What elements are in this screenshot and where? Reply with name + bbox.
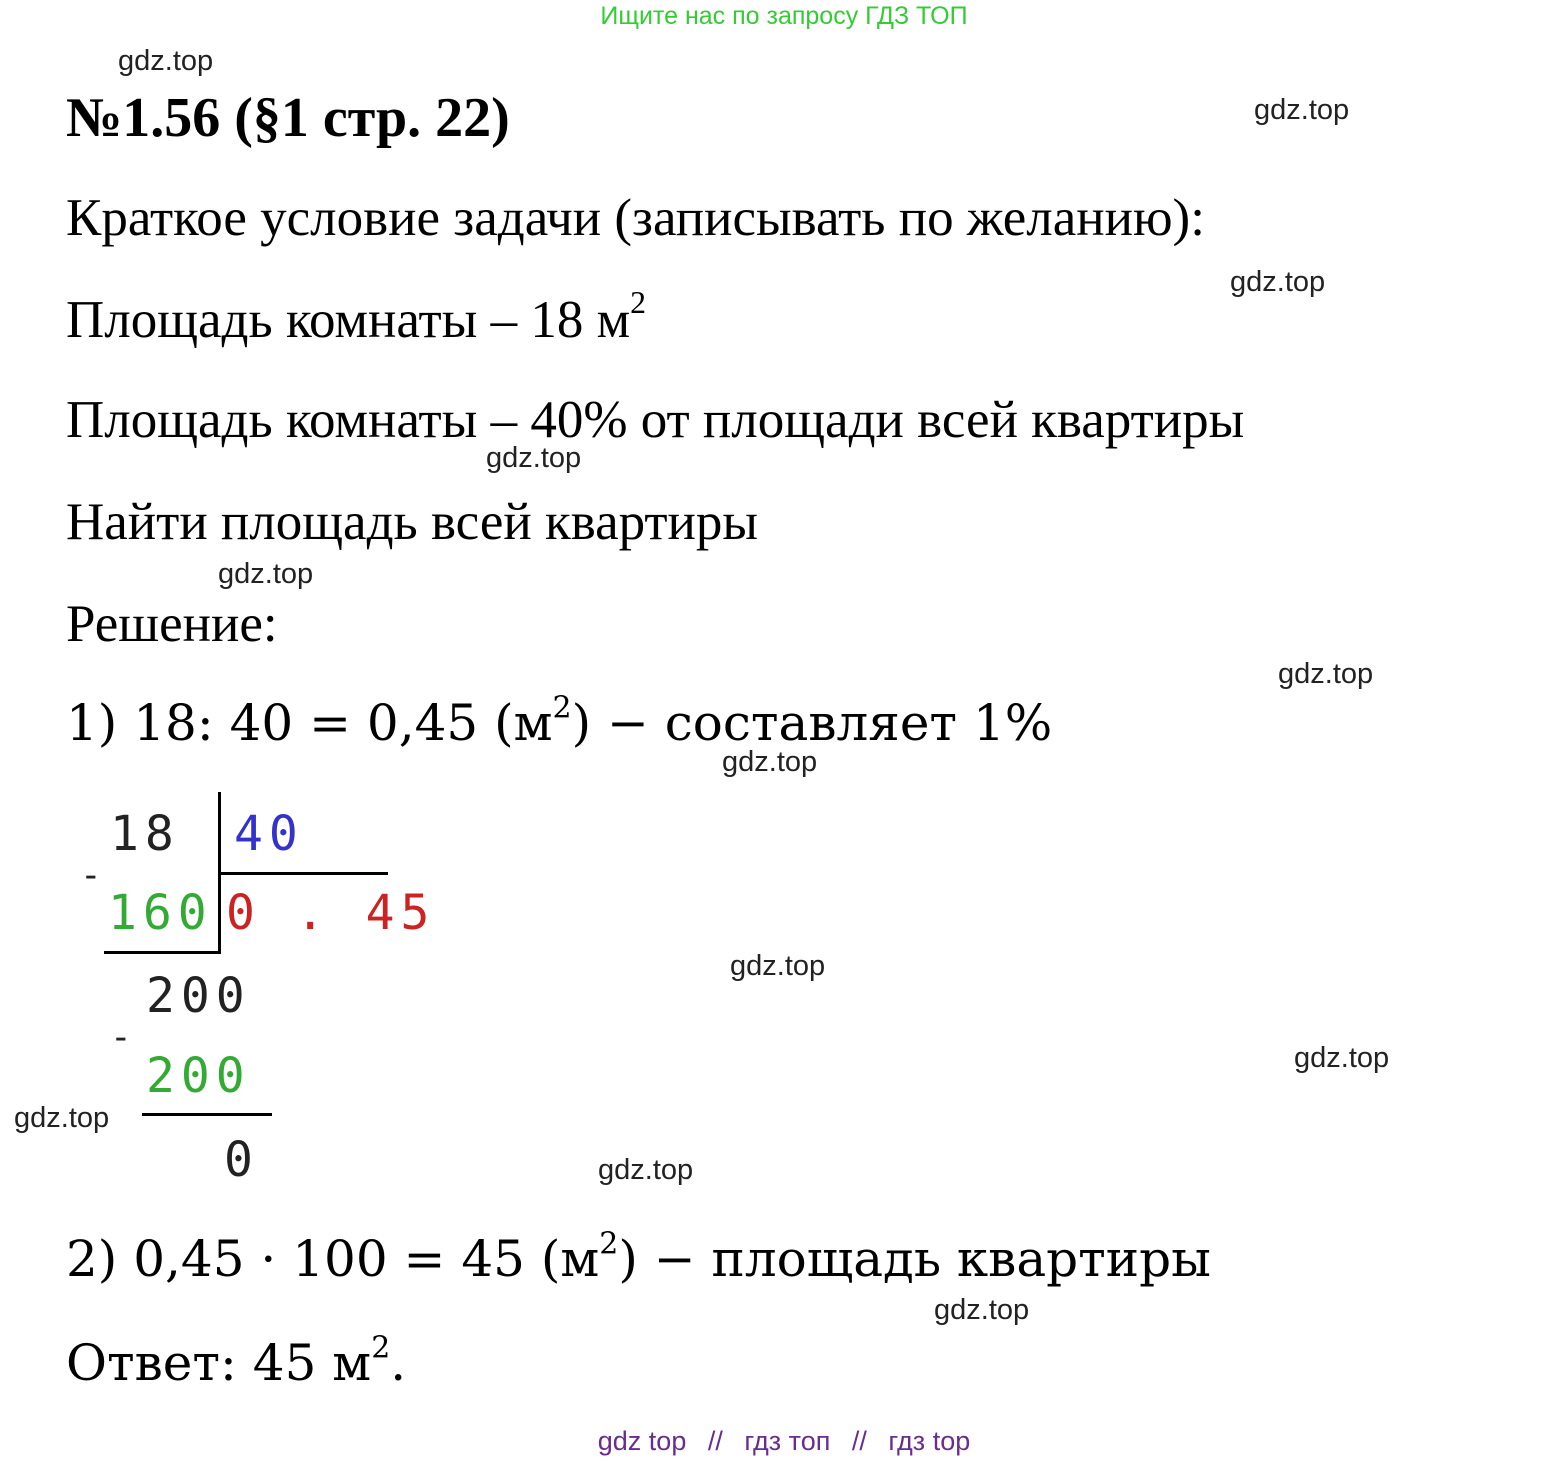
- condition-room-area: [66, 285, 647, 349]
- footer-links: [0, 1428, 1568, 1455]
- watermark: gdz.top: [14, 1102, 110, 1134]
- division-divisor: 40: [234, 806, 304, 862]
- watermark: gdz.top: [1254, 94, 1350, 126]
- condition-room-area-text: Площадь комнаты – 18 м: [66, 291, 631, 349]
- answer-text: Ответ: 45 м: [66, 1334, 372, 1392]
- footer-link-gdz-top-ru[interactable]: гдз топ: [744, 1426, 831, 1456]
- watermark: gdz.top: [218, 558, 314, 590]
- watermark: gdz.top: [118, 45, 214, 77]
- condition-heading: Краткое условие задачи (записывать по желанию):: [66, 189, 1205, 247]
- answer-period: .: [390, 1334, 407, 1392]
- division-underline-1: [104, 951, 220, 954]
- division-underline-2: [142, 1113, 272, 1116]
- condition-question: Найти площадь всей квартиры: [66, 493, 759, 551]
- division-remainder-2: 0: [224, 1132, 259, 1188]
- division-dividend: 18: [110, 806, 180, 862]
- watermark: gdz.top: [934, 1294, 1030, 1326]
- division-minus-sign: -: [110, 1017, 138, 1058]
- footer-link-gdz-top-mixed[interactable]: гдз top: [888, 1426, 971, 1456]
- step-1-right: ) − составляет 1%: [571, 694, 1053, 752]
- answer: [66, 1330, 407, 1392]
- watermark: gdz.top: [730, 950, 826, 982]
- footer-separator: //: [707, 1426, 723, 1456]
- division-divisor-underline: [218, 872, 388, 875]
- problem-title: №1.56 (§1 стр. 22): [66, 87, 510, 149]
- superscript: 2: [552, 690, 572, 726]
- watermark: gdz.top: [598, 1154, 694, 1186]
- watermark: gdz.top: [486, 442, 582, 474]
- step-2-right: ) − площадь квартиры: [618, 1230, 1211, 1288]
- watermark: gdz.top: [1278, 658, 1374, 690]
- superscript: 2: [371, 1330, 391, 1366]
- solution-step-1: [66, 690, 1053, 752]
- division-subtrahend-1: 160: [108, 885, 213, 941]
- step-2-left: 2) 0,45 · 100 = 45 (м: [66, 1230, 600, 1288]
- watermark: gdz.top: [1230, 266, 1326, 298]
- solution-step-2: [66, 1226, 1211, 1288]
- footer-link-gdz-top[interactable]: gdz top: [597, 1426, 687, 1456]
- top-banner[interactable]: Ищите нас по запросу ГДЗ ТОП: [600, 2, 968, 30]
- division-remainder-1: 200: [146, 968, 251, 1024]
- division-subtrahend-2: 200: [146, 1048, 251, 1104]
- watermark: gdz.top: [1294, 1042, 1390, 1074]
- solution-heading: Решение:: [66, 595, 278, 653]
- step-1-left: 1) 18: 40 = 0,45 (м: [66, 694, 553, 752]
- division-minus-sign: -: [80, 855, 108, 896]
- footer-separator: //: [851, 1426, 867, 1456]
- superscript: 2: [630, 285, 647, 321]
- condition-room-percent: Площадь комнаты – 40% от площади всей квартиры: [66, 391, 1245, 449]
- watermark: gdz.top: [722, 746, 818, 778]
- division-quotient: 0 . 45: [226, 885, 436, 941]
- superscript: 2: [599, 1226, 619, 1262]
